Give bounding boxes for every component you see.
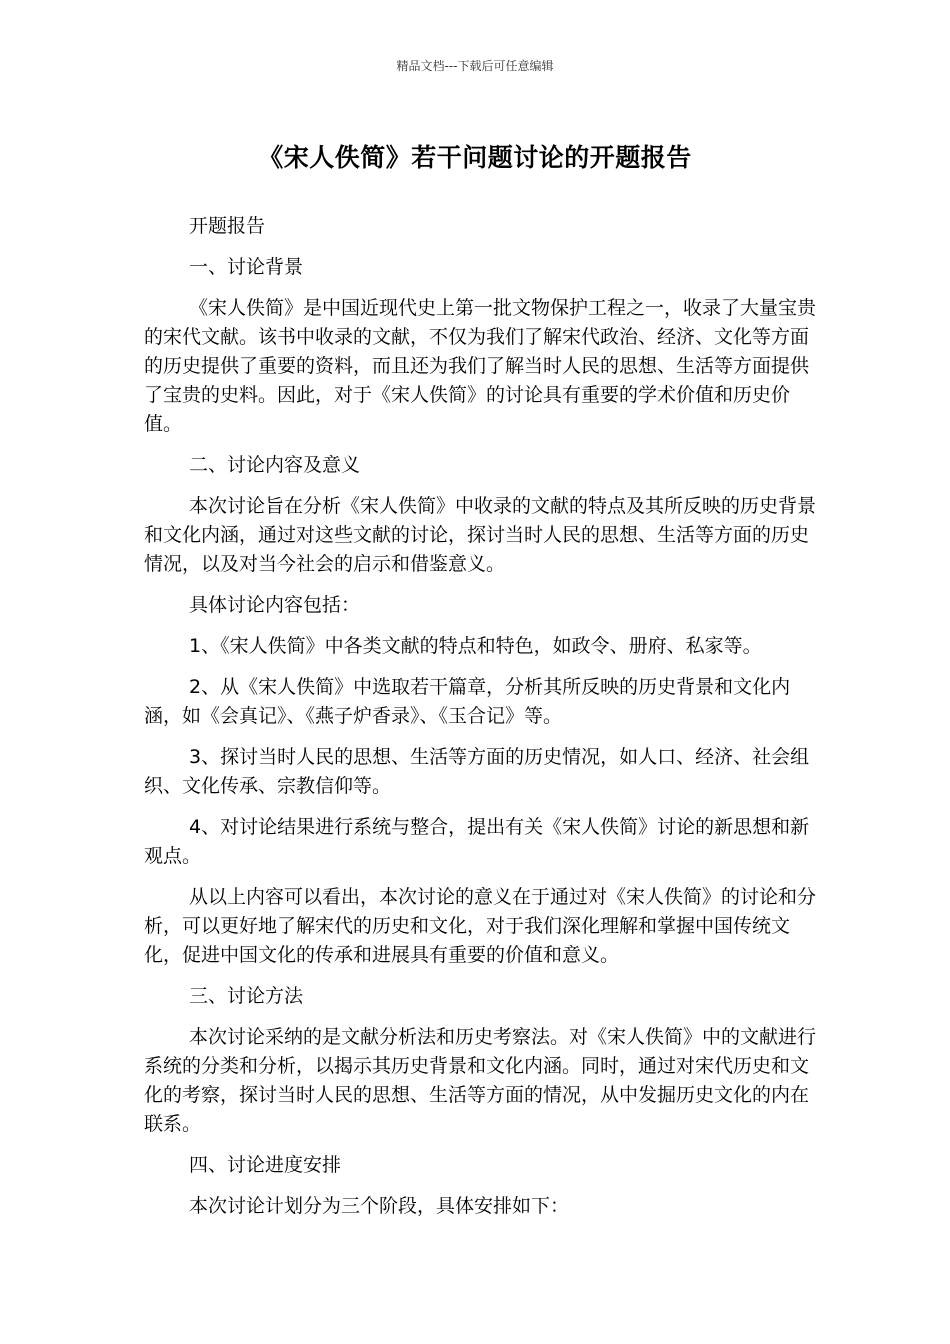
document-title: 《宋人佚简》若干问题讨论的开题报告: [258, 143, 692, 172]
list-item-3: 3、探讨当时人民的思想、生活等方面的历史情况，如人口、经济、社会组织、文化传承、宗教信仰等。: [144, 746, 810, 797]
list-item-4: 4、对讨论结果进行系统与整合，提出有关《宋人佚简》讨论的新思想和新观点。: [144, 816, 810, 867]
heading-opening-report: 开题报告: [189, 215, 266, 237]
paragraph-schedule-intro: 本次讨论计划分为三个阶段，具体安排如下：: [189, 1195, 570, 1217]
heading-schedule: 四、讨论进度安排: [189, 1154, 342, 1176]
paragraph-method: 本次讨论采纳的是文献分析法和历史考察法。对《宋人佚简》中的文献进行系统的分类和分析，以揭示其历史背景和文化内涵。同时，通过对宋代历史和文化的考察，探讨当时人民的思想、生活等方面的情况，从中发掘历史文化的内在联系。: [144, 1026, 817, 1135]
paragraph-purpose: 本次讨论旨在分析《宋人佚简》中收录的文献的特点及其所反映的历史背景和文化内涵，通过对这些文献的讨论，探讨当时人民的思想、生活等方面的历史情况，以及对当今社会的启示和借鉴意义。: [144, 495, 817, 575]
heading-content-significance: 二、讨论内容及意义: [189, 454, 361, 476]
paragraph-content-intro: 具体讨论内容包括：: [189, 594, 361, 616]
list-item-2: 2、从《宋人佚简》中选取若干篇章，分析其所反映的历史背景和文化内涵，如《会真记》、《燕子炉香录》、《玉合记》等。: [144, 676, 791, 727]
header-note: 精品文档---下载后可任意编辑: [396, 59, 554, 73]
heading-method: 三、讨论方法: [189, 985, 304, 1007]
paragraph-background: 《宋人佚简》是中国近现代史上第一批文物保护工程之一，收录了大量宝贵的宋代文献。该书中收录的文献，不仅为我们了解宋代政治、经济、文化等方面的历史提供了重要的资料，而且还为我们了解当时人民的思想、生活等方面提供了宝贵的史料。因此，对于《宋人佚简》的讨论具有重要的学术价值和历史价值。: [144, 297, 817, 435]
paragraph-significance: 从以上内容可以看出，本次讨论的意义在于通过对《宋人佚简》的讨论和分析，可以更好地了解宋代的历史和文化，对于我们深化理解和掌握中国传统文化，促进中国文化的传承和进展具有重要的价值和意义。: [144, 886, 817, 966]
document-body: [144, 212, 820, 1221]
list-item-1: 1、《宋人佚简》中各类文献的特点和特色，如政令、册府、私家等。: [189, 635, 762, 657]
heading-background: 一、讨论背景: [189, 256, 304, 278]
